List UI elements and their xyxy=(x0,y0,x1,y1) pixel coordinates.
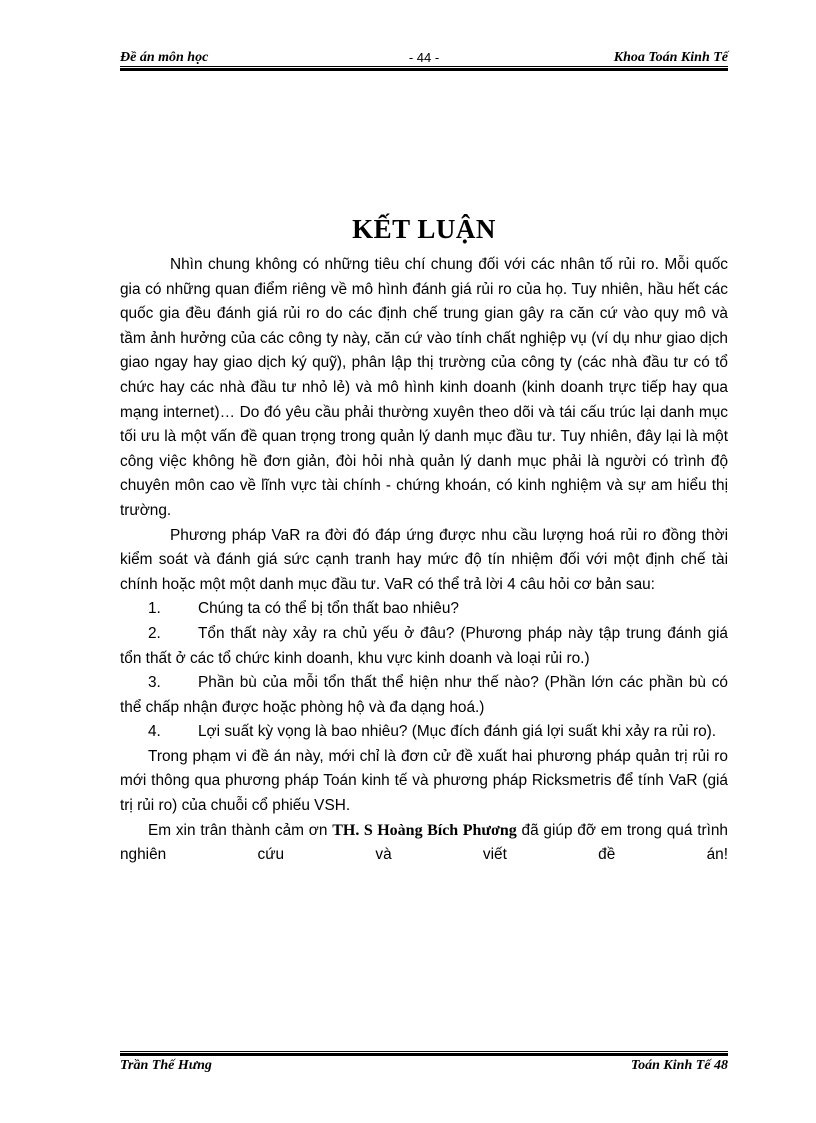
list-item-text: Lợi suất kỳ vọng là bao nhiêu? (Mục đích đánh giá lợi suất khi xảy ra rủi ro). xyxy=(198,723,717,741)
list-item-text: Tổn thất này xảy ra chủ yếu ở đâu? (Phương pháp này tập trung đánh giá tổn thất ở các tổ chức kinh doanh, khu vực kinh doanh và loại rủi ro.) xyxy=(120,624,728,667)
document-body xyxy=(120,253,728,868)
paragraph-var: Phương pháp VaR ra đời đó đáp ứng được nhu cầu lượng hoá rủi ro đồng thời kiểm soát và đánh giá sức cạnh tranh hay mức độ tín nhiệm đối với một định chế tài chính hoặc một một danh mục đầu tư. VaR có thể trả lời 4 câu hỏi cơ bản sau: xyxy=(120,526,728,593)
list-item xyxy=(120,622,728,671)
header-divider xyxy=(120,66,728,71)
page-footer xyxy=(120,1058,728,1078)
list-item-text: Phần bù của mỗi tổn thất thể hiện như thế nào? (Phần lớn các phần bù có thể chấp nhận được hoặc phòng hộ và đa dạng hoá.) xyxy=(120,674,728,716)
advisor-name: TH. S Hoàng Bích Phương xyxy=(332,821,517,839)
list-item-text: Chúng ta có thể bị tổn thất bao nhiêu? xyxy=(198,600,459,618)
paragraph-thanks xyxy=(120,819,728,868)
page-number: - 44 - xyxy=(408,50,440,65)
footer-divider xyxy=(120,1051,728,1056)
paragraph-intro: Nhìn chung không có những tiêu chí chung đối với các nhân tố rủi ro. Mỗi quốc gia có những quan điểm riêng về mô hình đánh giá rủi ro của họ. Tuy nhiên, hầu hết các quốc gia đều đánh giá rủi ro do các định chế trung gian gây ra căn cứ vào quy mô và tầm ảnh hưởng của các công ty này, căn cứ vào tính chất nghiệp vụ (ví dụ như giao dịch giao ngay hay giao dịch ký quỹ), phân lập thị trường của công ty (các nhà đầu tư có tổ chức hay các nhà đầu tư nhỏ lẻ) và mô hình kinh doanh (kinh doanh trực tiếp hay qua mạng internet)… Do đó yêu cầu phải thường xuyên theo dõi và tái cấu trúc lại danh mục tối ưu là một vấn đề quan trọng trong quản lý danh mục đầu tư. Tuy nhiên, đây lại là một công việc không hề đơn giản, đòi hỏi nhà quản lý danh mục phải là người có trình độ chuyên môn cao về lĩnh vực tài chính - chứng khoán, có kinh nghiệm và sự am hiểu thị trường. xyxy=(120,256,728,519)
thanks-outro: đã giúp đỡ em trong quá trình nghiên cứu và viết đề án! xyxy=(120,821,728,864)
list-item xyxy=(120,720,728,745)
footer-author: Trần Thế Hưng xyxy=(120,1058,212,1073)
paragraph-scope: Trong phạm vi đề án này, mới chỉ là đơn cử đề xuất hai phương pháp quản trị rủi ro mới thông qua phương pháp Toán kinh tế và phương pháp Ricksmetris để tính VaR (giá trị rủi ro) của chuỗi cổ phiếu VSH. xyxy=(120,747,728,815)
list-item-number: 1. xyxy=(148,600,161,618)
list-item xyxy=(120,671,728,720)
footer-class: Toán Kinh Tế 48 xyxy=(630,1058,728,1073)
list-item-number: 4. xyxy=(148,723,161,741)
header-course-label: Đề án môn học xyxy=(120,50,209,65)
list-item-number: 3. xyxy=(148,674,161,692)
list-item-number: 2. xyxy=(148,624,161,642)
page-title: KẾT LUẬN xyxy=(352,214,496,244)
page-header xyxy=(120,48,728,68)
thanks-intro: Em xin trân thành cảm ơn xyxy=(148,821,333,839)
list-item xyxy=(120,597,728,622)
header-faculty-label: Khoa Toán Kinh Tế xyxy=(613,50,728,65)
